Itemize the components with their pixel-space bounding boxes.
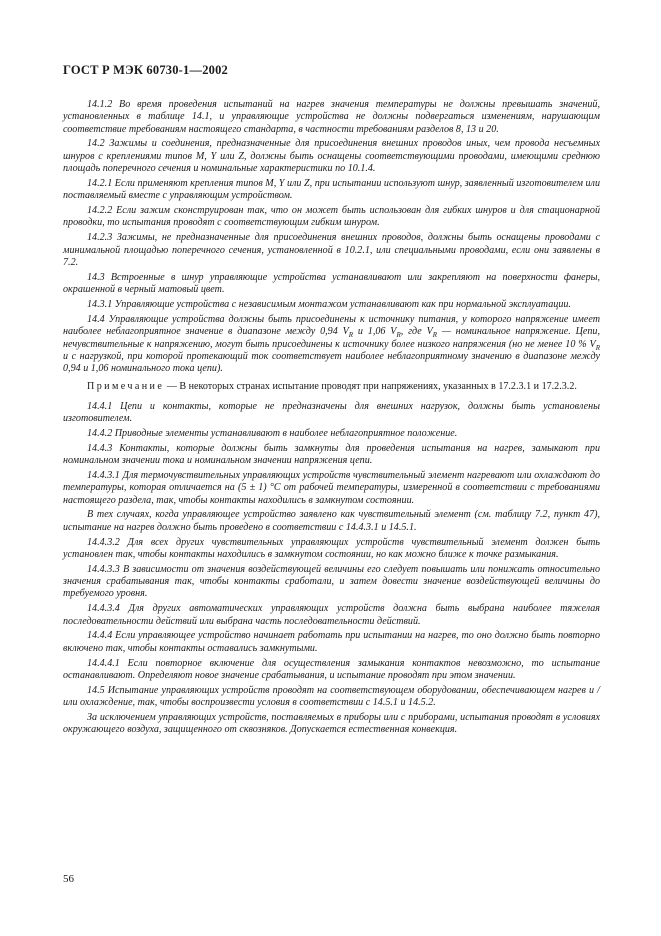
page-number: 56 (63, 873, 74, 885)
note-paragraph (63, 381, 600, 393)
note-text: — В некоторых странах испытание проводят при напряжениях, указанных в 17.2.3.1 и 17.2.3.2. (164, 381, 577, 393)
paragraph-14-4-2: 14.4.2 Приводные элементы устанавливают в наиболее неблагоприятное положение. (87, 427, 458, 439)
paragraph-14-3: 14.3 Встроенные в шнур управляющие устройства устанавливают или закрепляют на поверхности фанеры, окрашенной в черный матовый цвет. (63, 271, 600, 296)
paragraph-14-4-3: 14.4.3 Контакты, которые должны быть замкнуты для проведения испытания на нагрев, замыкают при номинальном значении тока и номинальном значении напряжения цепи. (63, 442, 600, 467)
paragraph-sensing-element: В тех случаях, когда управляющее устройство заявлено как чувствительный элемент (см. таблицу 7.2, пункт 47), испытание на нагрев должно быть проведено в соответствии с 14.4.3.1 и 14.5.1. (63, 509, 600, 533)
paragraph-14-2-1: 14.2.1 Если применяют крепления типов M, Y или Z, при испытании используют шнур, заявленный изготовителем или поставляемый вместе с управляющим устройством. (63, 177, 600, 202)
paragraph-14-4-3-1: 14.4.3.1 Для термочувствительных управляющих устройств чувствительный элемент нагревают или охлаждают до температуры, которая отличается на (5 ± 1) °С от рабочей температуры, измеренной в соответствии с требованиями настоящего раздела, так, чтобы контакты находились в замкнутом состоянии. (63, 469, 600, 506)
paragraph-14-1-2: 14.1.2 Во время проведения испытаний на нагрев значения температуры не должны превышать значений, установленных в таблице 14.1, и управляющие устройства не должны подвергаться изменениям, нарушающим соответствие требованиям настоящего стандарта, в частности требованиям разделов 8, 13 и 20. (63, 99, 600, 135)
note-label: Примечание (87, 381, 165, 393)
paragraph-14-3-1: 14.3.1 Управляющие устройства с независимым монтажом устанавливают как при нормальной эксплуатации. (87, 299, 571, 311)
paragraph-14-2-3: 14.2.3 Зажимы, не предназначенные для присоединения внешних проводов, должны быть оснащены проводами с минимальной площадью поперечного сечения, установленной в 10.2.1, или специальными проводами, если они заявлены в 7.2. (63, 232, 600, 268)
paragraph-14-4: 14.4 Управляющие устройства должны быть присоединены к источнику питания, у которого напряжение имеет наиболее неблагоприятное значение в диапазоне между 0,94 $V_R$ и 1,06 $V_R$, где $V_R$ — номинальное напряжение. Цепи, нечувствительные к напряжению, могут быть присоединены к источнику более низкого напряжения (но не менее 10 % $V_R$ и с нагрузкой, при которой протекающий ток соответствует наиболее неблагоприятному значению в диапазоне между 0,94 и 1,06 номинального тока цепи). (63, 313, 600, 375)
paragraph-14-4-1: 14.4.1 Цепи и контакты, которые не предназначены для внешних нагрузок, должны быть установлены изготовителем. (63, 400, 600, 424)
paragraph-14-4-3-2: 14.4.3.2 Для всех других чувствительных управляющих устройств чувствительный элемент должен быть установлен так, чтобы контакты находились в замкнутом состоянии, но как можно ближе к точке размыкания. (63, 536, 600, 560)
standard-header: ГОСТ Р МЭК 60730-1—2002 (63, 63, 228, 77)
paragraph-14-2: 14.2 Зажимы и соединения, предназначенные для присоединения внешних проводов иных, чем провода несъемных шнуров с креплениями типов M, Y или Z, должны быть оснащены соответствующими проводами, имеющими среднюю площадь поперечного сечения и номинальные характеристики по 10.1.4. (63, 138, 600, 175)
paragraph-14-4-4: 14.4.4 Если управляющее устройство начинает работать при испытании на нагрев, то оно должно быть повторно включено так, чтобы контакты оставались замкнутыми. (63, 630, 600, 654)
paragraph-14-4-4-1: 14.4.4.1 Если повторное включение для осуществления замыкания контактов невозможно, то испытание останавливают. Определяют новое значение срабатывания, и испытание проводят при этом значении. (63, 657, 600, 681)
paragraph-14-4-3-3: 14.4.3.3 В зависимости от значения воздействующей величины его следует повышать или понижать относительно значения срабатывания так, чтобы контакты сработали, и затем довести значение воздействующей величины до требуемого уровня. (63, 563, 600, 600)
paragraph-14-4-3-4: 14.4.3.4 Для других автоматических управляющих устройств должна быть выбрана наиболее тяжелая последовательности действий или выбрана часть последовательности действий. (63, 603, 600, 627)
paragraph-14-2-2: 14.2.2 Если зажим сконструирован так, что он может быть использован для гибких шнуров и для стационарной проводки, то испытания проводят с соответствующим гибким шнуром. (63, 205, 600, 229)
document-body (63, 99, 600, 739)
paragraph-14-5: 14.5 Испытание управляющих устройств проводят на соответствующем оборудовании, обеспечивающем нагрев и /или охлаждение, так, чтобы воспроизвести условия в соответствии с 14.5.1 и 14.5.2. (63, 684, 600, 709)
paragraph-ambient-air: За исключением управляющих устройств, поставляемых в приборы или с приборами, испытания проводят в условиях окружающего воздуха, защищенного от сквозняков. Допускается естественная конвекция. (63, 712, 600, 736)
